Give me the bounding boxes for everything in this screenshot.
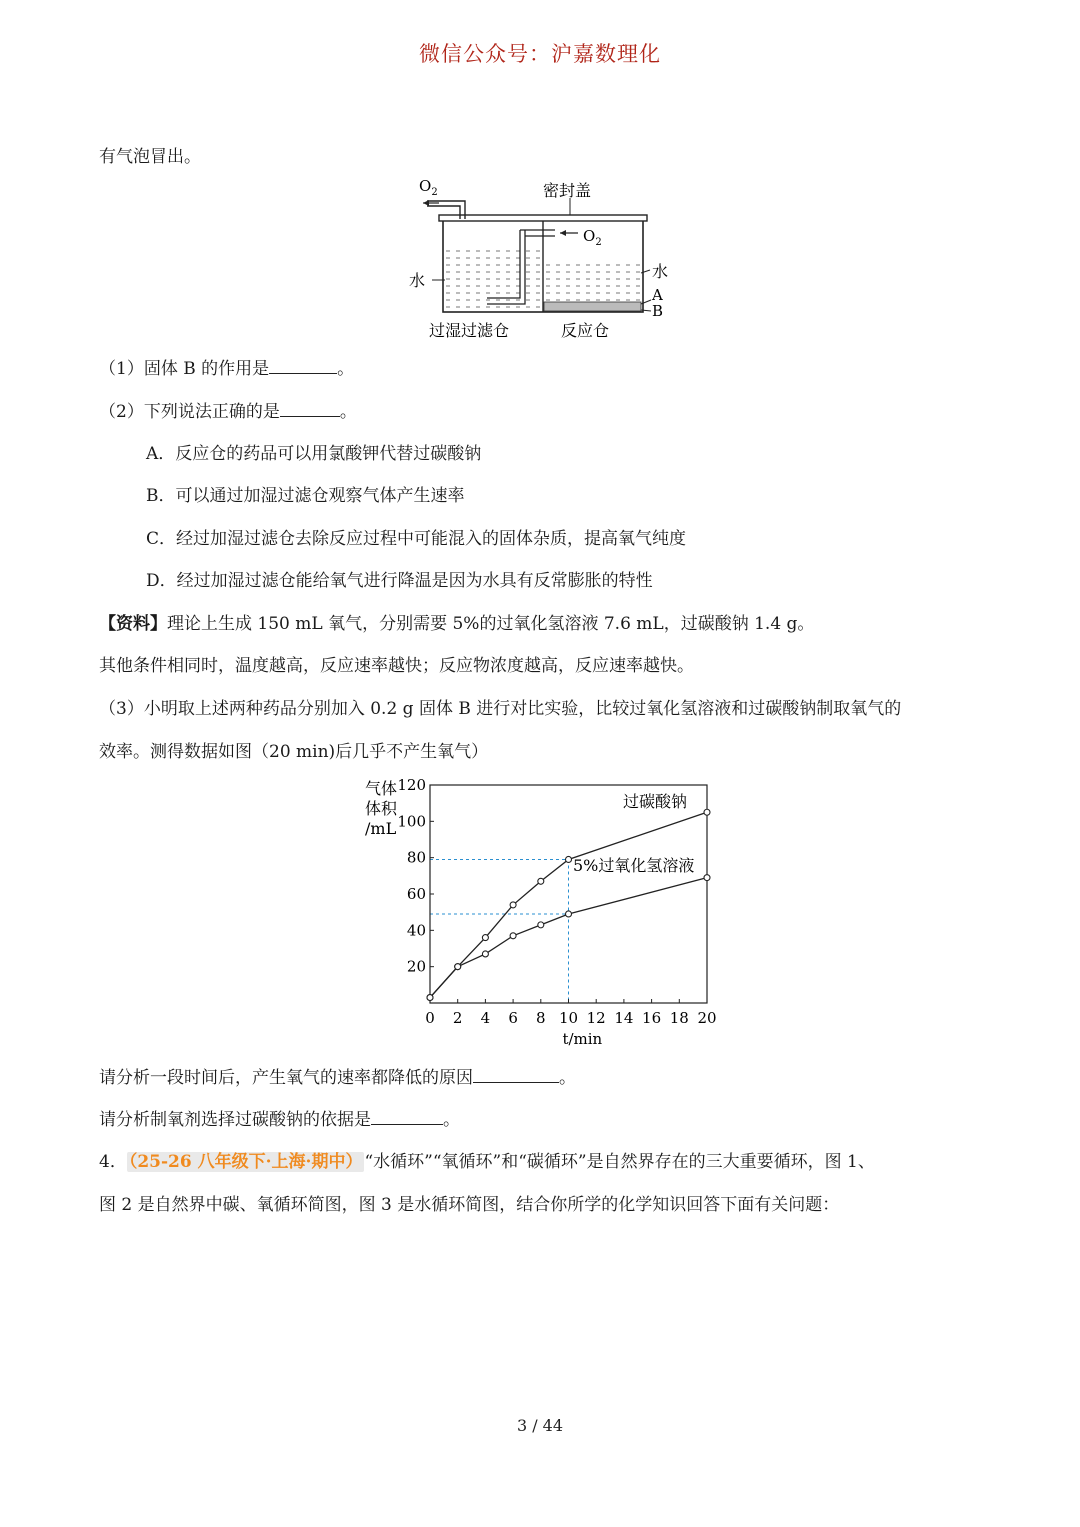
- left-chamber-label: 过湿过滤仓: [429, 321, 510, 340]
- o2-in-label: $O_2$: [583, 227, 602, 248]
- x-tick-label: 10: [558, 1009, 579, 1027]
- info-line-1: 【资料】理论上生成 150 mL 氧气，分别需要 5%的过氧化氢溶液 7.6 mL，过碳酸钠 1.4 g。: [99, 614, 815, 634]
- question-1: （1）固体 B 的作用是 。: [99, 359, 355, 379]
- water-left-label: 水: [409, 271, 426, 290]
- water-right-label: 水: [652, 262, 669, 281]
- follow-question-2: 请分析制氧剂选择过碳酸钠的依据是 。: [99, 1110, 460, 1130]
- question-3-line-1: （3）小明取上述两种药品分别加入 0.2 g 固体 B 进行对比实验，比较过氧化氢溶液和过碳酸钠制取氧气的: [99, 699, 902, 719]
- data-point: [704, 809, 710, 815]
- option-d: D．经过加湿过滤仓能给氧气进行降温是因为水具有反常膨胀的特性: [146, 571, 653, 591]
- data-point: [704, 875, 710, 881]
- y-tick-label: 80: [406, 848, 426, 867]
- x-tick-label: 6: [508, 1009, 518, 1027]
- data-point: [566, 856, 572, 862]
- data-point: [538, 922, 544, 928]
- label-b: B: [652, 302, 664, 320]
- page-number: 3 / 44: [516, 1416, 564, 1435]
- series-label: 过碳酸钠: [623, 792, 688, 811]
- option-c: C．经过加湿过滤仓去除反应过程中可能混入的固体杂质，提高氧气纯度: [146, 529, 687, 549]
- data-point: [482, 951, 488, 957]
- y-tick-label: 100: [397, 812, 426, 831]
- follow-question-1: 请分析一段时间后，产生氧气的速率都降低的原因 。: [99, 1068, 576, 1088]
- y-tick-label: 120: [397, 776, 426, 794]
- data-point: [455, 964, 461, 970]
- y-axis-label: 气体: [365, 779, 398, 798]
- line-chart: [355, 770, 725, 1050]
- x-tick-label: 8: [536, 1009, 546, 1027]
- series-label: 5%过氧化氢溶液: [573, 856, 695, 875]
- answer-blank[interactable]: [269, 357, 337, 374]
- intro-text: 有气泡冒出。: [99, 147, 201, 167]
- data-point: [482, 935, 488, 941]
- info-line-2: 其他条件相同时，温度越高，反应速率越快；反应物浓度越高，反应速率越快。: [99, 656, 694, 676]
- question-4-line-2: 图 2 是自然界中碳、氧循环简图，图 3 是水循环简图，结合你所学的化学知识回答下面有关问题：: [99, 1195, 840, 1215]
- answer-blank[interactable]: [473, 1066, 559, 1083]
- x-tick-label: 18: [669, 1009, 689, 1027]
- data-point: [566, 911, 572, 917]
- y-tick-label: 60: [406, 885, 426, 903]
- question-4-line-1: 4． （25-26 八年级下·上海·期中） “水循环”“氧循环”和“碳循环”是自然界存在的三大重要循环，图 1、: [99, 1152, 875, 1172]
- right-chamber-label: 反应仓: [561, 321, 610, 340]
- question-2: （2）下列说法正确的是 。: [99, 402, 357, 422]
- x-tick-label: 16: [642, 1009, 662, 1027]
- data-point: [538, 878, 544, 884]
- x-tick-label: 14: [614, 1009, 634, 1027]
- source-tag: （25-26 八年级下·上海·期中）: [128, 1152, 363, 1172]
- y-tick-label: 20: [406, 957, 426, 976]
- answer-blank[interactable]: [280, 400, 340, 417]
- answer-blank[interactable]: [371, 1108, 443, 1125]
- y-tick-label: 40: [406, 921, 426, 940]
- x-tick-label: 0: [425, 1009, 435, 1027]
- data-point: [510, 902, 516, 908]
- y-axis-label: 体积: [365, 799, 398, 818]
- lid-label: 密封盖: [543, 181, 592, 200]
- data-point: [427, 995, 433, 1001]
- x-tick-label: 2: [452, 1009, 463, 1027]
- x-tick-label: 4: [480, 1009, 491, 1027]
- apparatus-diagram: [405, 170, 675, 345]
- x-axis-label: t/min: [562, 1030, 603, 1048]
- option-a: A．反应仓的药品可以用氯酸钾代替过碳酸钠: [146, 444, 482, 464]
- o2-out-label: $O_2$: [419, 177, 438, 198]
- y-axis-label: /mL: [365, 819, 397, 838]
- x-tick-label: 20: [697, 1009, 717, 1027]
- label-a: A: [652, 286, 663, 304]
- x-tick-label: 12: [586, 1009, 606, 1027]
- option-b: B．可以通过加湿过滤仓观察气体产生速率: [146, 486, 465, 506]
- header-title: 微信公众号：沪嘉数理化: [419, 42, 661, 66]
- question-3-line-2: 效率。测得数据如图（20 min)后几乎不产生氧气）: [99, 742, 489, 762]
- data-point: [510, 933, 516, 939]
